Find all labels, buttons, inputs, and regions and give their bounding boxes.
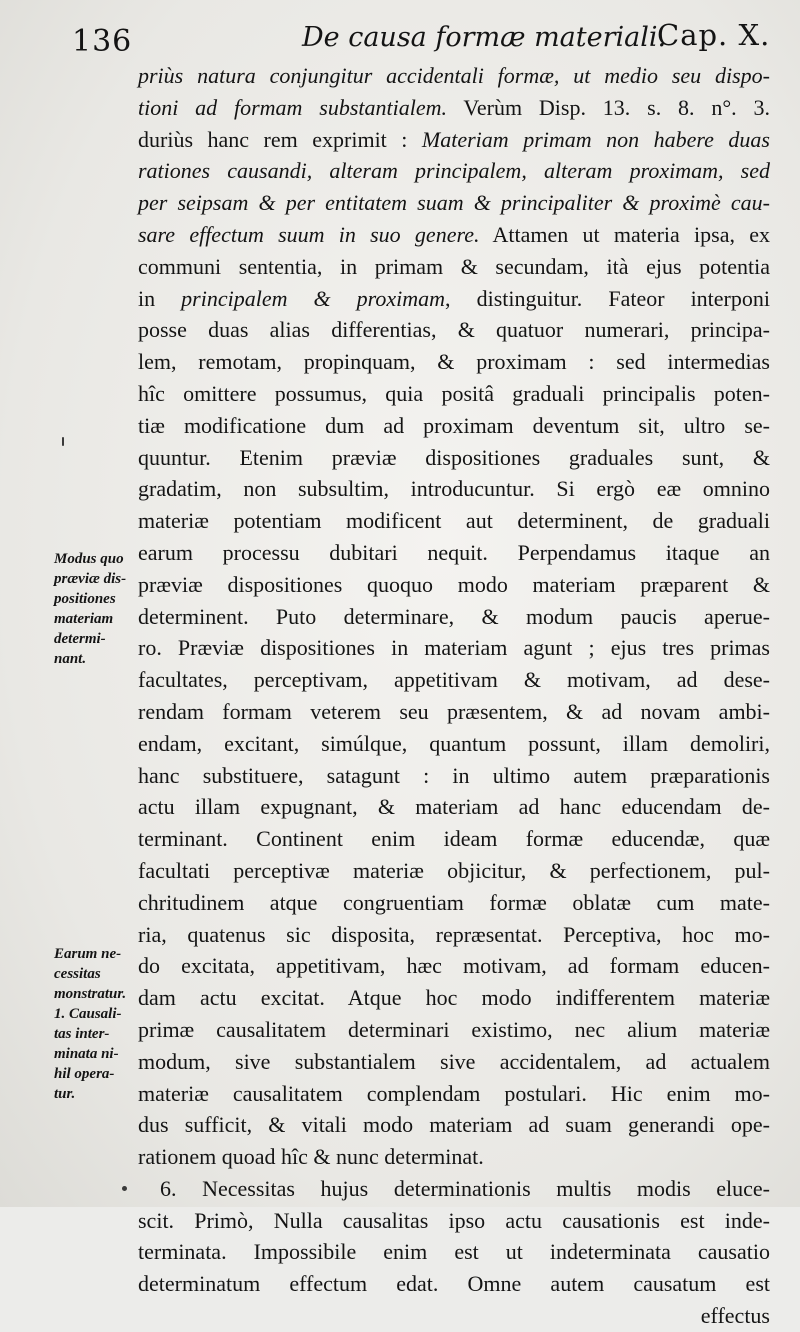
text-line — [138, 664, 770, 696]
text-run: ria, quatenus sic disposita, repræsentat. Perceptiva, hoc mo- — [138, 921, 770, 947]
margin-note-modus — [54, 549, 154, 669]
text-line — [138, 314, 770, 346]
text-line — [138, 442, 770, 474]
italic-run: tioni ad formam substantialem. — [138, 94, 447, 120]
text-run: dam actu excitat. Atque hoc modo indifferentem materiæ — [138, 985, 770, 1011]
text-run: 6. Necessitas hujus determinationis multis modis eluce- — [160, 1175, 770, 1201]
text-line — [138, 505, 770, 537]
running-title: De causa formæ materiali. — [302, 22, 667, 53]
text-run: materiæ potentiam modificent aut determinent, de graduali — [138, 508, 770, 534]
text-line — [138, 187, 770, 219]
text-run: effectus — [700, 1303, 770, 1329]
text-run: gradatim, non subsultim, introducuntur. Si ergò eæ omnino — [138, 476, 770, 502]
text-line — [138, 283, 770, 315]
italic-run: sare effectum suum in suo genere. — [138, 221, 480, 247]
margin-note-line: 1. Causali- — [54, 1006, 122, 1022]
text-run: dus sufficit, & vitali modo materiam ad suam generandi ope- — [138, 1112, 770, 1138]
italic-run: priùs natura conjungitur accidentali formæ, ut medio seu dispo- — [138, 63, 770, 88]
text-run: hanc substituere, satagunt : in ultimo autem præparationis — [138, 762, 770, 788]
margin-note-line: cessitas — [54, 966, 101, 982]
text-run: in — [138, 285, 182, 311]
text-line — [138, 92, 770, 124]
text-run: posse duas alias differentias, & quatuor numerari, principa- — [138, 317, 770, 343]
text-run: terminant. Continent enim ideam formæ educendæ, quæ — [138, 826, 770, 852]
text-run: determinatum effectum edat. Omne autem causatum est — [138, 1271, 770, 1297]
text-line — [138, 1141, 770, 1173]
text-line — [138, 124, 770, 156]
text-run: modum, sive substantialem sive accidentalem, ad actualem — [138, 1048, 770, 1074]
text-run: determinent. Puto determinare, & modum paucis aperue- — [138, 603, 770, 629]
italic-run: per seipsam & per entitatem suam & principaliter & proximè cau- — [138, 190, 770, 216]
text-line — [138, 251, 770, 283]
text-line — [138, 1014, 770, 1046]
margin-note-line: præviæ dis- — [54, 571, 127, 587]
margin-note-line: Modus quo — [54, 551, 124, 567]
margin-note-line: monstratur. — [54, 986, 127, 1002]
text-line — [138, 696, 770, 728]
text-run: quuntur. Etenim præviæ dispositiones graduales sunt, & — [138, 444, 770, 470]
text-run: endam, excitant, simúlque, quantum possunt, illam demoliri, — [138, 730, 770, 756]
page-number: 136 — [72, 24, 133, 59]
text-run: communi sententia, in primam & secundam, ità ejus potentia — [138, 253, 770, 279]
margin-note-line: hil opera- — [54, 1066, 115, 1082]
text-line — [138, 1205, 770, 1237]
text-run: præviæ dispositiones quoquo modo materiam præparent & — [138, 571, 770, 597]
text-line — [138, 791, 770, 823]
text-run: duriùs hanc rem exprimit : — [138, 126, 422, 152]
margin-note-line: tas inter- — [54, 1026, 110, 1042]
text-run: facultati perceptivæ materiæ objicitur, & perfectionem, pul- — [138, 857, 770, 883]
text-run: terminata. Impossibile enim est ut indeterminata causatio — [138, 1239, 770, 1265]
margin-note-line: positiones — [54, 591, 116, 607]
text-line — [138, 155, 770, 187]
text-line — [138, 473, 770, 505]
text-line — [138, 1300, 770, 1332]
text-run: actu illam expugnant, & materiam ad hanc educendam de- — [138, 794, 770, 820]
page-header — [0, 14, 800, 58]
text-line — [138, 887, 770, 919]
italic-run: principalem & proximam — [181, 285, 446, 311]
italic-run: rationes causandi, alteram principalem, alteram proximam, sed — [138, 158, 770, 184]
margin-note-line: nant. — [54, 651, 87, 667]
text-run: primæ causalitatem determinari existimo, nec alium materiæ — [138, 1016, 770, 1042]
text-run: lem, remotam, propinquam, & proximam : sed intermedias — [138, 349, 770, 375]
text-run: chritudinem atque congruentiam formæ oblatæ cum mate- — [138, 889, 770, 915]
text-run: do excitata, appetitivam, hæc motivam, ad formam educen- — [138, 953, 770, 979]
ink-speck — [122, 1186, 127, 1191]
text-run: earum processu dubitari nequit. Perpendamus itaque an — [138, 539, 770, 565]
text-line — [138, 982, 770, 1014]
text-run: Attamen ut materia ipsa, ex — [479, 221, 770, 247]
margin-note-line: tur. — [54, 1086, 76, 1102]
text-line — [138, 950, 770, 982]
text-run: hîc omittere possumus, quia positâ graduali principalis poten- — [138, 380, 770, 406]
text-run: rendam formam veterem seu præsentem, & ad novam ambi- — [138, 698, 770, 724]
text-line — [138, 1268, 770, 1300]
margin-note-line: minata ni- — [54, 1046, 119, 1062]
text-line — [138, 1173, 770, 1205]
text-line — [138, 823, 770, 855]
text-line — [138, 219, 770, 251]
text-line — [138, 60, 770, 92]
italic-run: Materiam primam non habere duas — [421, 126, 770, 152]
text-line — [138, 632, 770, 664]
text-line — [138, 1236, 770, 1268]
text-run: ro. Præviæ dispositiones in materiam agunt ; ejus tres primas — [138, 635, 770, 661]
body-text — [138, 60, 770, 1332]
text-run: tiæ modificatione dum ad proximam deventum sit, ultro se- — [138, 412, 770, 438]
margin-note-line: materiam — [54, 611, 114, 627]
text-line — [138, 1078, 770, 1110]
text-run: , distinguitur. Fateor interponi — [445, 285, 770, 311]
margin-note-line: determi- — [54, 631, 106, 647]
text-line — [138, 601, 770, 633]
text-run: facultates, perceptivam, appetitivam & motivam, ad dese- — [138, 667, 770, 693]
text-run: rationem quoad hîc & nunc determinat. — [138, 1144, 484, 1170]
text-line — [138, 537, 770, 569]
text-line — [138, 1109, 770, 1141]
text-line — [138, 855, 770, 887]
text-line — [138, 1046, 770, 1078]
text-line — [138, 569, 770, 601]
chapter-label: Cap. X. — [657, 18, 771, 52]
text-line — [138, 728, 770, 760]
ink-speck — [62, 437, 64, 446]
margin-note-line: Earum ne- — [54, 946, 122, 962]
text-run: materiæ causalitatem complendam postulari. Hic enim mo- — [138, 1080, 770, 1106]
text-line — [138, 760, 770, 792]
text-line — [138, 346, 770, 378]
text-line — [138, 410, 770, 442]
text-line — [138, 378, 770, 410]
text-run: scit. Primò, Nulla causalitas ipso actu causationis est inde- — [138, 1207, 770, 1233]
text-line — [138, 919, 770, 951]
text-run: Verùm Disp. 13. s. 8. n°. 3. — [447, 94, 770, 120]
margin-note-necessitas — [54, 944, 154, 1104]
